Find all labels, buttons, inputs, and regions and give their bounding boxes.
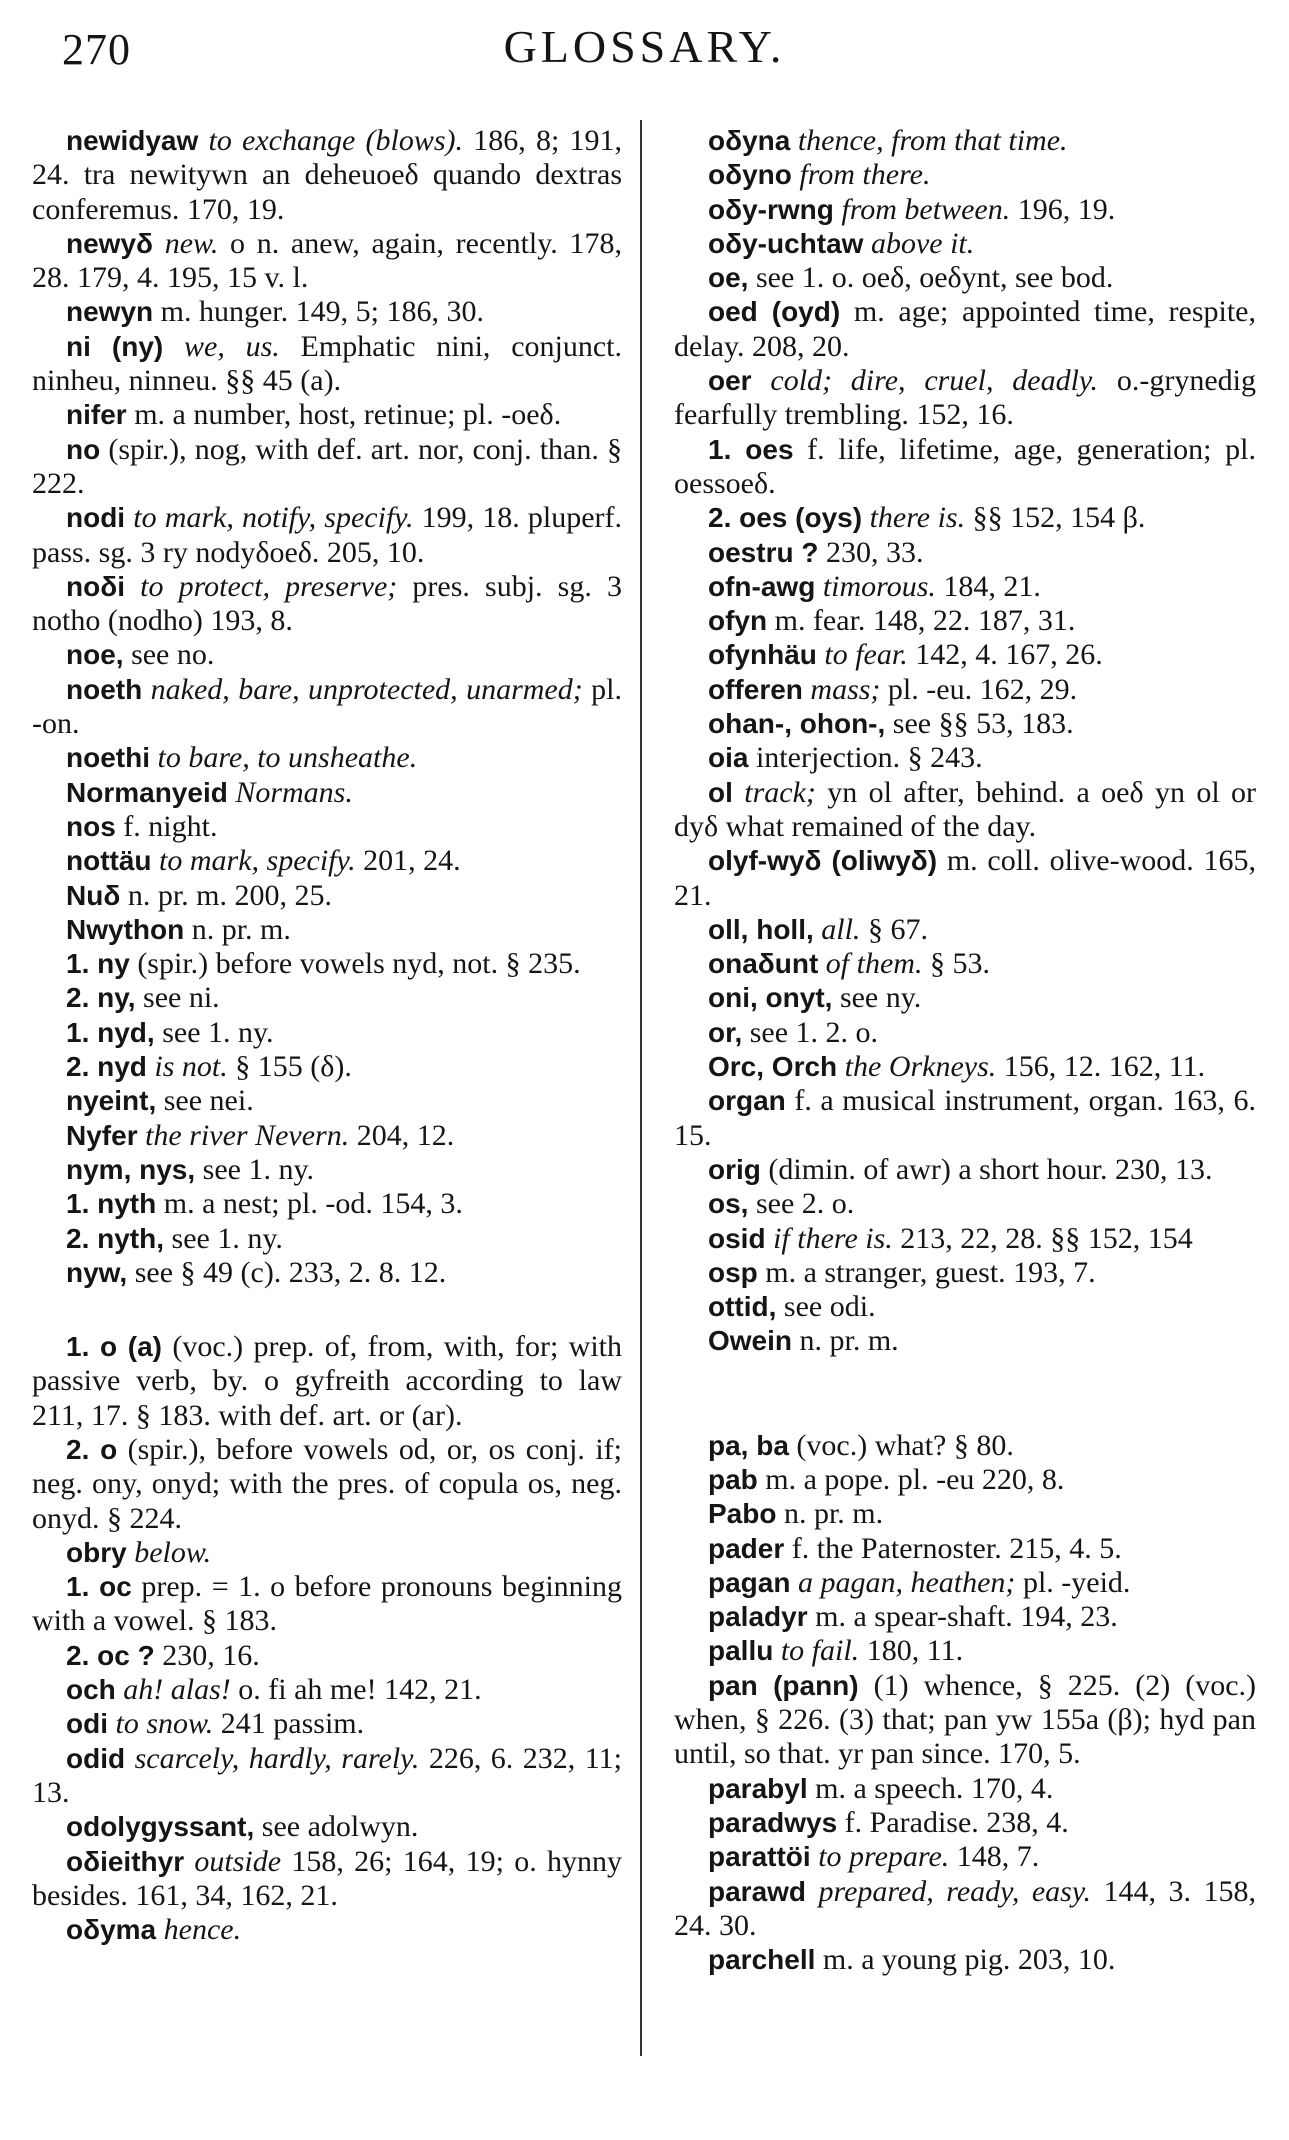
gloss: to bare, to unsheathe.: [157, 741, 418, 775]
headword: oia: [708, 742, 749, 774]
headword: 1. nyd,: [66, 1016, 155, 1048]
glossary-entry: [32, 1433, 622, 1536]
glossary-entry: [32, 1153, 622, 1187]
left-entries-o: [32, 1330, 622, 1947]
entry-detail: 241 passim.: [213, 1707, 365, 1741]
gloss: the Orkneys.: [844, 1050, 997, 1084]
headword: osid: [708, 1222, 766, 1254]
headword: odi: [66, 1708, 108, 1740]
entry-detail: see odi.: [776, 1290, 876, 1324]
headword: oδyno: [708, 159, 792, 191]
glossary-entry: [674, 295, 1256, 364]
headword: 2. oc ?: [66, 1639, 155, 1671]
headword: oδieithyr: [66, 1845, 185, 1877]
glossary-entry: [674, 1806, 1256, 1840]
glossary-entry: [32, 1810, 622, 1844]
entry-detail: 158, 26; 164, 19; o. hynny besides. 161, 34, 162, 21.: [32, 1844, 623, 1912]
entry-detail: see 2. o.: [748, 1187, 855, 1221]
entry-detail: n. pr. m.: [184, 912, 291, 946]
headword: noδi: [66, 570, 125, 602]
gloss: to fear.: [824, 638, 908, 672]
glossary-entry: [32, 673, 622, 742]
glossary-entry: [674, 570, 1256, 604]
entry-detail: see 1. ny.: [164, 1221, 283, 1255]
running-head: GLOSSARY.: [503, 21, 786, 72]
headword: Nuδ: [66, 879, 121, 911]
glossary-entry: [674, 261, 1256, 295]
left-column: [32, 124, 622, 1947]
entry-detail: (voc.) prep. of, from, with, for; with passive verb, by. o gyfreith according to law 211, 17. § 183. with def. art. or (ar).: [32, 1330, 622, 1432]
gloss: if there is.: [773, 1221, 893, 1255]
entry-detail: (1) whence, § 225. (2) (voc.) when, § 226. (3) that; pan yw 155a (β); hyd pan until, so that. yr pan since. 170, 5.: [674, 1668, 1257, 1771]
glossary-entry: [674, 1463, 1256, 1497]
entry-detail: § 155 (δ).: [227, 1050, 352, 1084]
headword: obry: [66, 1536, 127, 1568]
glossary-entry: [674, 227, 1256, 261]
entry-detail: Emphatic nini, conjunct. ninheu, ninneu. §§ 45 (a).: [32, 329, 622, 398]
glossary-entry: [674, 1772, 1256, 1806]
entry-detail: o n. anew, again, recently. 178, 28. 179, 4. 195, 15 v. l.: [32, 226, 622, 295]
headword: pader: [708, 1532, 785, 1564]
gloss: to snow.: [115, 1707, 214, 1741]
gloss: is not.: [154, 1050, 228, 1084]
glossary-entry: [32, 1742, 622, 1811]
headword: paradwys: [708, 1806, 838, 1838]
glossary-entry: [674, 364, 1256, 433]
entry-detail: m. a speech. 170, 4.: [807, 1771, 1054, 1805]
glossary-entry: [674, 1050, 1256, 1084]
headword: no: [66, 433, 101, 465]
headword: nodi: [66, 502, 126, 534]
headword: ofyn: [708, 605, 768, 637]
headword: 2. ny,: [66, 982, 136, 1014]
gloss: above it.: [870, 226, 975, 260]
headword: parawd: [708, 1875, 807, 1907]
headword: 2. o: [66, 1433, 118, 1465]
headword: Pabo: [708, 1498, 777, 1530]
gloss: all.: [821, 912, 861, 946]
entry-detail: f. the Paternoster. 215, 4. 5.: [784, 1531, 1122, 1565]
glossary-entry: [32, 638, 622, 672]
headword: oδy-rwng: [708, 193, 834, 225]
headword: pa, ba: [708, 1429, 789, 1461]
headword: oestru ?: [708, 536, 819, 568]
gloss: prepared, ready, easy.: [818, 1874, 1091, 1908]
entry-detail: 230, 16.: [154, 1638, 260, 1672]
glossary-entry: [32, 124, 622, 227]
entry-detail: (spir.) before vowels nyd, not. § 235.: [129, 947, 581, 981]
gloss: from there.: [799, 158, 931, 192]
entry-detail: o. fi ah me! 142, 21.: [230, 1673, 482, 1707]
glossary-entry: [674, 501, 1256, 535]
entry-detail: pres. subj. sg. 3 notho (nodho) 193, 8.: [32, 569, 622, 638]
glossary-entry: [674, 1084, 1256, 1153]
entry-detail: see 1. o. oeδ, oeδynt, see bod.: [748, 261, 1114, 295]
entry-detail: interjection. § 243.: [748, 741, 983, 775]
gloss: scarcely, hardly, rarely.: [134, 1741, 420, 1775]
entry-detail: 184, 21.: [935, 569, 1041, 603]
gloss: the river Nevern.: [145, 1118, 350, 1152]
entry-detail: see 1. 2. o.: [742, 1015, 879, 1049]
entry-detail: o.-grynedig fearfully trembling. 152, 16.: [674, 364, 1256, 432]
entry-detail: 201, 24.: [355, 844, 461, 878]
gloss: track;: [744, 775, 816, 809]
headword: pab: [708, 1463, 758, 1495]
gloss: hence.: [163, 1913, 242, 1947]
entry-detail: 196, 19.: [1010, 192, 1116, 226]
glossary-entry: [674, 776, 1256, 845]
glossary-entry: [32, 1050, 622, 1084]
headword: nym, nys,: [66, 1153, 196, 1185]
entry-detail: m. coll. olive-wood. 165, 21.: [674, 844, 1256, 912]
entry-detail: see ny.: [832, 981, 922, 1015]
headword: 1. nyth: [66, 1188, 157, 1220]
gloss: thence, from that time.: [797, 124, 1068, 157]
glossary-entry: [32, 879, 622, 913]
headword: newyn: [66, 296, 154, 328]
headword: Normanyeid: [66, 776, 228, 808]
glossary-entry: [674, 1153, 1256, 1187]
headword: noeth: [66, 673, 143, 705]
entry-detail: m. a pope. pl. -eu 220, 8.: [757, 1462, 1065, 1496]
gloss: a pagan, heathen;: [797, 1565, 1016, 1599]
section-gap: [674, 1359, 1256, 1429]
gloss: ah! alas!: [123, 1673, 231, 1707]
entry-detail: §§ 152, 154 β.: [965, 501, 1146, 535]
headword: Nyfer: [66, 1119, 138, 1151]
headword: os,: [708, 1188, 749, 1220]
glossary-entry: [32, 1187, 622, 1221]
glossary-entry: [674, 981, 1256, 1015]
headword: nifer: [66, 399, 127, 431]
headword: pan (pann): [708, 1669, 859, 1701]
gloss: naked, bare, unprotected, unarmed;: [150, 672, 583, 706]
entry-detail: § 67.: [860, 912, 928, 946]
headword: ottid,: [708, 1291, 777, 1323]
glossary-entry: [32, 570, 622, 639]
entry-detail: m. a nest; pl. -od. 154, 3.: [156, 1187, 463, 1221]
gloss: Normans.: [235, 775, 353, 809]
entry-detail: see no.: [123, 638, 215, 672]
glossary-entry: [32, 776, 622, 810]
section-gap: [32, 1290, 622, 1330]
glossary-entry: [32, 1536, 622, 1570]
headword: 2. nyd: [66, 1051, 147, 1083]
gloss: to mark, specify.: [159, 844, 356, 878]
headword: nos: [66, 810, 116, 842]
right-column: [674, 124, 1256, 1977]
glossary-entry: [32, 1639, 622, 1673]
glossary-entry: [674, 673, 1256, 707]
entry-detail: m. a young pig. 203, 10.: [815, 1943, 1116, 1977]
headword: odid: [66, 1742, 126, 1774]
entry-detail: n. pr. m.: [776, 1497, 884, 1531]
glossary-entry: [674, 1840, 1256, 1874]
entry-detail: see ni.: [135, 981, 220, 1015]
entry-detail: m. a spear-shaft. 194, 23.: [807, 1600, 1118, 1634]
gloss: to exchange (blows).: [208, 124, 464, 157]
headword: paladyr: [708, 1601, 808, 1633]
headword: ol: [708, 776, 733, 808]
entry-detail: 180, 11.: [859, 1634, 964, 1668]
glossary-entry: [674, 1187, 1256, 1221]
headword: parattöi: [708, 1841, 811, 1873]
headword: or,: [708, 1016, 743, 1048]
glossary-entry: [674, 1222, 1256, 1256]
entry-detail: f. night.: [115, 809, 218, 843]
gloss: mass;: [810, 672, 881, 706]
left-entries-n: [32, 124, 622, 1290]
gloss: from between.: [841, 192, 1011, 226]
glossary-entry: [674, 433, 1256, 502]
headword: odolygyssant,: [66, 1811, 255, 1843]
glossary-entry: [32, 295, 622, 329]
entry-detail: 148, 7.: [949, 1840, 1040, 1874]
glossary-entry: [674, 844, 1256, 913]
headword: nyeint,: [66, 1085, 157, 1117]
gloss: there is.: [869, 501, 966, 535]
entry-detail: 144, 3. 158, 24. 30.: [674, 1874, 1257, 1942]
headword: ni (ny): [66, 330, 164, 362]
headword: 2. oes (oys): [708, 502, 863, 534]
glossary-entry: [674, 1016, 1256, 1050]
headword: 1. oes: [708, 433, 794, 465]
entry-detail: f. Paradise. 238, 4.: [837, 1805, 1069, 1839]
glossary-entry: [674, 124, 1256, 158]
page-number: 270: [62, 25, 131, 74]
headword: oe,: [708, 262, 749, 294]
entry-detail: f. life, lifetime, age, generation; pl. oessoeδ.: [674, 432, 1256, 500]
entry-detail: pl. -yeid.: [1015, 1565, 1131, 1599]
glossary-entry: [32, 810, 622, 844]
entry-detail: 199, 18. pluperf. pass. sg. 3 ry nodyδoeδ. 205, 10.: [32, 501, 622, 569]
glossary-entry: [674, 1600, 1256, 1634]
glossary-entry: [674, 604, 1256, 638]
entry-detail: prep. = 1. o before pronouns beginning with a vowel. § 183.: [32, 1570, 622, 1638]
glossary-entry: [32, 398, 622, 432]
glossary-entry: [674, 1566, 1256, 1600]
entry-detail: 204, 12.: [349, 1118, 455, 1152]
glossary-entry: [674, 1669, 1256, 1772]
entry-detail: f. a musical instrument, organ. 163, 6. 15.: [674, 1084, 1256, 1152]
headword: 2. nyth,: [66, 1222, 165, 1254]
glossary-entry: [32, 1673, 622, 1707]
entry-detail: 226, 6. 232, 11; 13.: [32, 1741, 622, 1809]
headword: 1. oc: [66, 1571, 132, 1603]
gloss: to prepare.: [818, 1840, 950, 1874]
glossary-entry: [674, 1290, 1256, 1324]
entry-detail: n. pr. m. 200, 25.: [120, 878, 332, 912]
entry-detail: pl. -on.: [32, 672, 622, 741]
glossary-entry: [32, 1330, 622, 1433]
headword: parabyl: [708, 1772, 808, 1804]
headword: newidyaw: [66, 125, 199, 156]
right-entries-o: [674, 124, 1256, 1359]
entry-detail: § 53.: [922, 947, 990, 981]
glossary-entry: [674, 638, 1256, 672]
entry-detail: m. hunger. 149, 5; 186, 30.: [153, 295, 484, 329]
gloss: cold; dire, cruel, deadly.: [770, 364, 1099, 398]
entry-detail: (spir.), before vowels od, or, os conj. if; neg. ony, onyd; with the pres. of copula os, neg. onyd. § 224.: [32, 1432, 622, 1535]
glossary-entry: [32, 844, 622, 878]
headword: pallu: [708, 1635, 774, 1667]
gloss: below.: [134, 1535, 212, 1569]
gloss: timorous.: [822, 569, 936, 603]
right-entries-p: [674, 1429, 1256, 1978]
glossary-entry: [32, 1570, 622, 1639]
gloss: new.: [164, 226, 219, 260]
headword: organ: [708, 1085, 786, 1117]
entry-detail: see adolwyn.: [254, 1810, 419, 1844]
headword: Orc, Orch: [708, 1051, 838, 1083]
glossary-entry: [674, 913, 1256, 947]
glossary-entry: [32, 330, 622, 399]
glossary-entry: [32, 501, 622, 570]
headword: offeren: [708, 673, 803, 705]
gloss: to fail.: [780, 1634, 860, 1668]
glossary-entry: [674, 1943, 1256, 1977]
column-divider: [640, 120, 642, 2056]
headword: nottäu: [66, 845, 152, 877]
headword: oni, onyt,: [708, 982, 833, 1014]
gloss: to protect, preserve;: [140, 569, 398, 603]
glossary-entry: [32, 433, 622, 502]
headword: oδy-uchtaw: [708, 227, 864, 259]
glossary-entry: [674, 1875, 1256, 1944]
entry-detail: 213, 22, 28. §§ 152, 154: [892, 1221, 1193, 1255]
glossary-entry: [674, 1256, 1256, 1290]
entry-detail: 142, 4. 167, 26.: [907, 638, 1103, 672]
gloss: to mark, notify, specify.: [133, 501, 414, 535]
glossary-entry: [32, 1707, 622, 1741]
glossary-entry: [32, 227, 622, 296]
gloss: we, us.: [184, 329, 280, 363]
headword: oδyna: [708, 125, 791, 156]
headword: 1. ny: [66, 948, 130, 980]
entry-detail: see nei.: [156, 1084, 254, 1118]
glossary-entry: [674, 1532, 1256, 1566]
glossary-entry: [674, 947, 1256, 981]
glossary-entry: [32, 913, 622, 947]
headword: onaδunt: [708, 948, 819, 980]
glossary-entry: [674, 741, 1256, 775]
headword: oed (oyd): [708, 296, 841, 328]
entry-detail: (dimin. of awr) a short hour. 230, 13.: [760, 1152, 1213, 1186]
glossary-entry: [32, 741, 622, 775]
entry-detail: (voc.) what? § 80.: [788, 1428, 1014, 1462]
headword: 1. o (a): [66, 1331, 162, 1363]
entry-detail: m. fear. 148, 22. 187, 31.: [767, 604, 1076, 638]
entry-detail: 230, 33.: [818, 535, 924, 569]
glossary-entry: [32, 1256, 622, 1290]
glossary-entry: [32, 981, 622, 1015]
glossary-entry: [32, 1016, 622, 1050]
glossary-entry: [674, 1634, 1256, 1668]
entry-detail: n. pr. m.: [792, 1324, 899, 1358]
glossary-entry: [674, 1497, 1256, 1531]
headword: Owein: [708, 1325, 793, 1357]
entry-detail: see 1. ny.: [154, 1015, 274, 1049]
gloss: of them.: [825, 947, 923, 981]
gloss: outside: [194, 1844, 282, 1878]
headword: parchell: [708, 1944, 816, 1976]
glossary-entry: [32, 1084, 622, 1118]
headword: Nwython: [66, 913, 185, 945]
glossary-entry: [32, 1845, 622, 1914]
glossary-entry: [674, 707, 1256, 741]
headword: noethi: [66, 742, 150, 774]
glossary-entry: [32, 1119, 622, 1153]
glossary-entry: [674, 536, 1256, 570]
entry-detail: m. a stranger, guest. 193, 7.: [757, 1255, 1096, 1289]
headword: pagan: [708, 1566, 791, 1598]
glossary-entry: [674, 158, 1256, 192]
headword: oδyma: [66, 1914, 157, 1946]
headword: oer: [708, 365, 752, 397]
entry-detail: see §§ 53, 183.: [885, 707, 1074, 741]
headword: newyδ: [66, 227, 154, 259]
entry-detail: yn ol after, behind. a oeδ yn ol or dyδ what remained of the day.: [674, 775, 1257, 843]
glossary-entry: [674, 1324, 1256, 1358]
glossary-entry: [32, 947, 622, 981]
headword: ofn-awg: [708, 570, 816, 602]
headword: ofynhäu: [708, 639, 817, 671]
glossary-entry: [32, 1913, 622, 1947]
entry-detail: m. a number, host, retinue; pl. -oeδ.: [126, 398, 562, 432]
entry-detail: (spir.), nog, with def. art. nor, conj. than. § 222.: [32, 432, 622, 500]
entry-detail: m. age; appointed time, respite, delay. 208, 20.: [674, 295, 1256, 363]
entry-detail: see 1. ny.: [195, 1152, 315, 1186]
headword: och: [66, 1674, 116, 1706]
headword: noe,: [66, 639, 124, 671]
entry-detail: 156, 12. 162, 11.: [996, 1050, 1206, 1084]
headword: orig: [708, 1153, 761, 1185]
entry-detail: 186, 8; 191, 24. tra newitywn an deheuoeδ quando dextras conferemus. 170, 19.: [32, 124, 622, 226]
glossary-entry: [32, 1222, 622, 1256]
headword: oll, holl,: [708, 913, 814, 945]
entry-detail: pl. -eu. 162, 29.: [880, 672, 1078, 706]
glossary-entry: [674, 1429, 1256, 1463]
headword: ohan-, ohon-,: [708, 708, 886, 740]
glossary-entry: [674, 193, 1256, 227]
headword: osp: [708, 1256, 758, 1288]
entry-detail: see § 49 (c). 233, 2. 8. 12.: [127, 1255, 447, 1289]
headword: olyf-wyδ (oliwyδ): [708, 845, 938, 877]
headword: nyw,: [66, 1256, 128, 1288]
